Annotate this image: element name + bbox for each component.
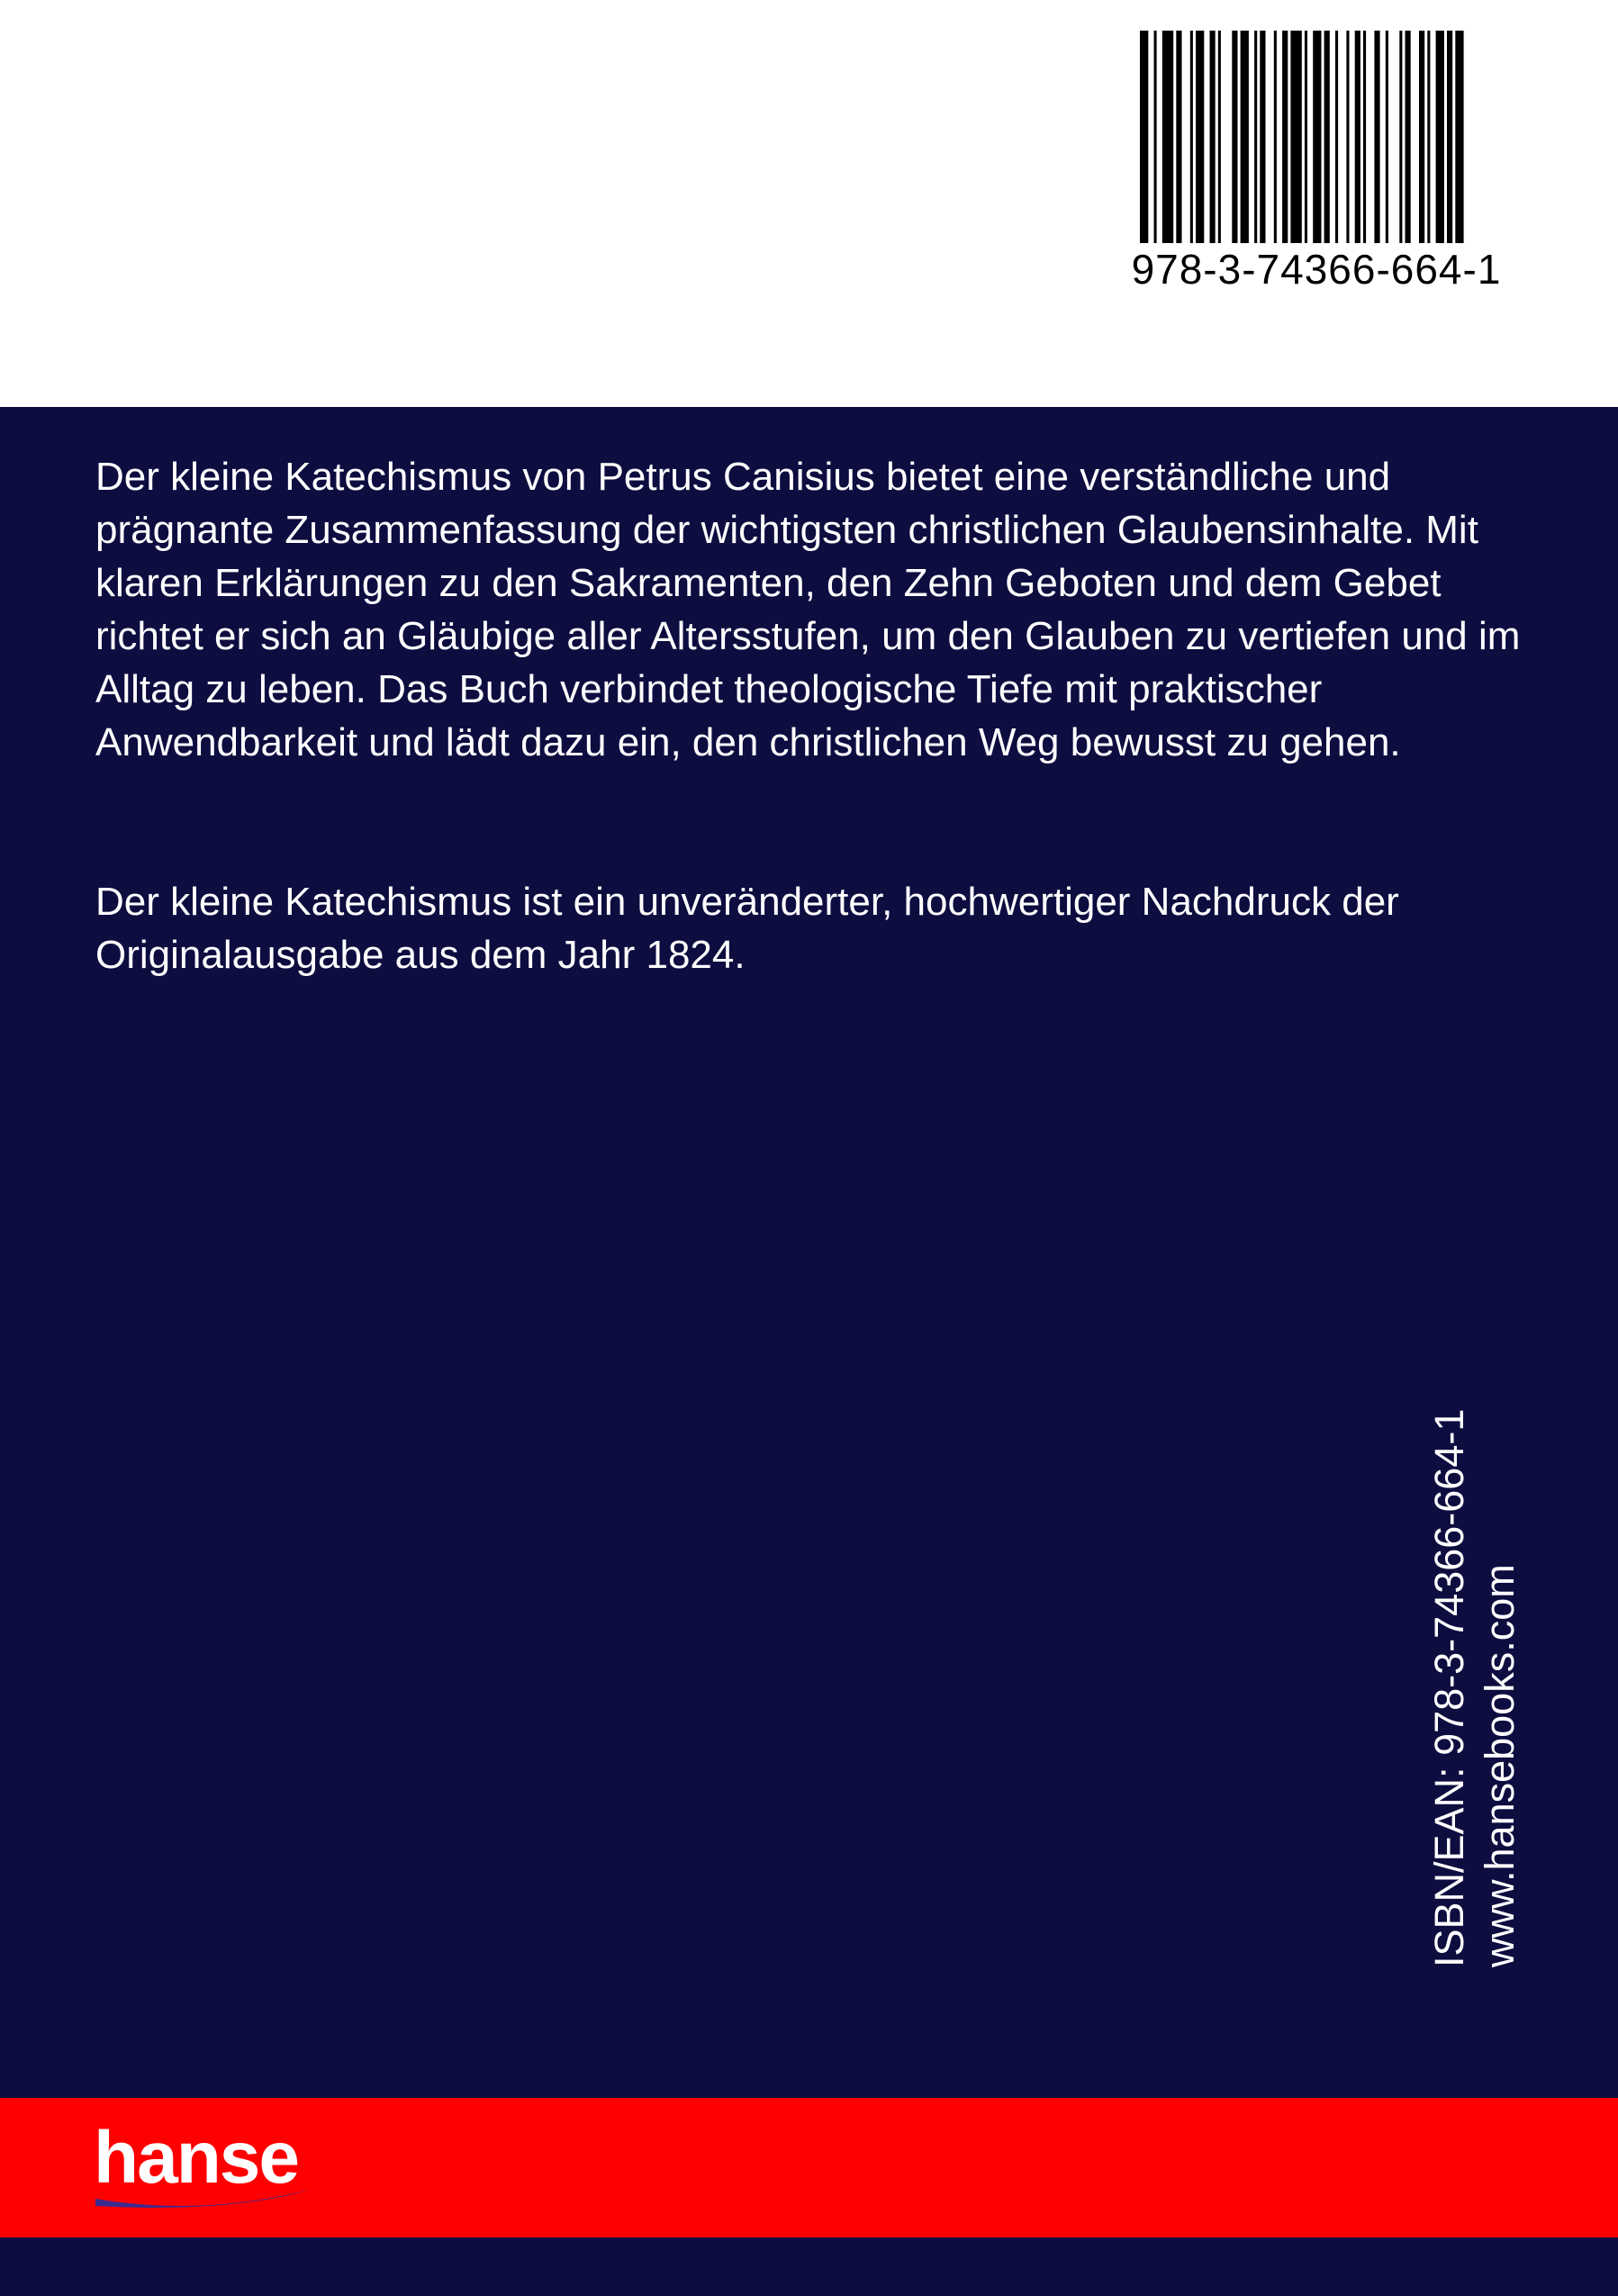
isbn-vertical: ISBN/EAN: 978-3-74366-664-1 — [1426, 1408, 1472, 1967]
description-paragraph-2: Der kleine Katechismus ist ein unveränderter, hochwertiger Nachdruck der Originalausgabe aus dem Jahr 1824. — [95, 880, 1399, 977]
publisher-url: www.hansebooks.com — [1477, 1564, 1523, 1967]
barcode-bars-icon — [1136, 31, 1496, 247]
publisher-logo — [94, 2118, 319, 2217]
description-paragraph-1: Der kleine Katechismus von Petrus Canisius bietet eine verständliche und prägnante Zusammenfassung der wichtigsten christlichen Glaubensinhalte. Mit klaren Erklärungen zu den Sakramenten, den Zehn Geboten und dem Gebet richtet er sich an Gläubige aller Altersstufen, um den Glauben zu vertiefen und im Alltag zu leben. Das Buch verbindet theologische Tiefe mit praktischer Anwendbarkeit und lädt dazu ein, den christlichen Weg bewusst zu gehen. — [95, 455, 1521, 764]
barcode — [1131, 31, 1502, 301]
barcode-digits: 978-3-74366-664-1 — [1131, 246, 1502, 293]
logo-wordmark: hanse — [94, 2117, 298, 2199]
logo-swoosh-icon — [94, 2183, 319, 2219]
footer-band — [0, 2237, 1618, 2296]
barcode-area — [0, 0, 1618, 407]
